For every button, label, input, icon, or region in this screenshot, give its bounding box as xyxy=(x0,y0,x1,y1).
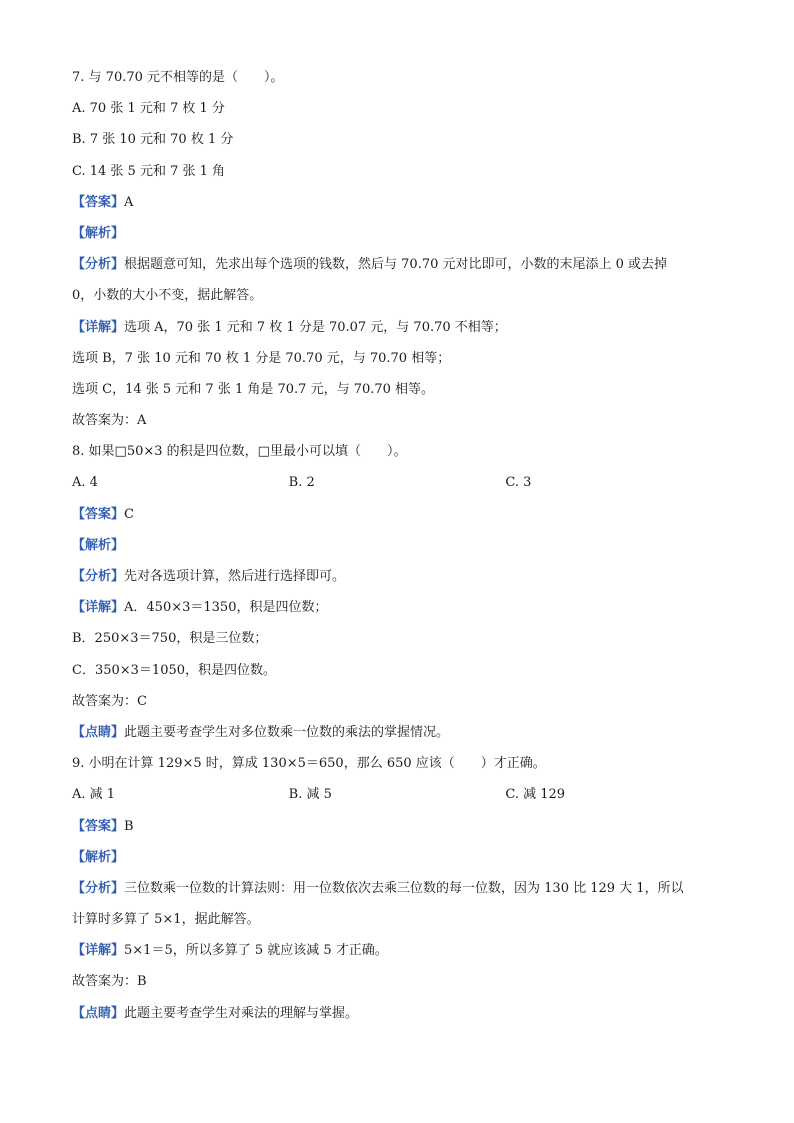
answer-tag: 【答案】 xyxy=(72,506,125,522)
q9-option-a: A. 减 1 xyxy=(72,787,116,803)
detail-tag: 【详解】 xyxy=(72,600,125,616)
q8-detail-line-1 xyxy=(72,592,722,623)
q7-fenxi-line-1 xyxy=(72,249,722,280)
q8-stem: 8. 如果□50×3 的积是四位数，□里最小可以填（ ）。 xyxy=(72,444,407,460)
analysis-tag: 【解析】 xyxy=(72,537,125,553)
document-page xyxy=(72,62,722,1029)
q7-fenxi-line-2: 0，小数的大小不变，据此解答。 xyxy=(72,288,263,304)
answer-tag: 【答案】 xyxy=(72,194,125,210)
dianjing-tag: 【点睛】 xyxy=(72,724,125,740)
q7-analysis-line xyxy=(72,218,722,249)
q9-fenxi-line-1 xyxy=(72,873,722,904)
q9-option-c: C. 减 129 xyxy=(505,787,566,803)
q8-option-c: C. 3 xyxy=(505,475,532,491)
q7-detail-line-2: 选项 B，7 张 10 元和 70 枚 1 分是 70.70 元，与 70.70 相等； xyxy=(72,350,451,366)
q9-detail-line xyxy=(72,935,722,966)
q8-dianjing-text: 此题主要考查学生对多位数乘一位数的乘法的掌握情况。 xyxy=(124,724,450,740)
answer-tag: 【答案】 xyxy=(72,818,125,834)
detail-tag: 【详解】 xyxy=(72,319,125,335)
q7-conclusion: 故答案为：A xyxy=(72,413,147,429)
q8-answer: C xyxy=(124,506,134,522)
q8-option-a: A. 4 xyxy=(72,475,98,491)
q8-conclusion: 故答案为：C xyxy=(72,693,147,709)
q8-fenxi-text: 先对各选项计算，然后进行选择即可。 xyxy=(124,569,346,584)
q9-dianjing-text: 此题主要考查学生对乘法的理解与掌握。 xyxy=(124,1005,359,1021)
dianjing-tag: 【点睛】 xyxy=(72,1005,125,1021)
q8-detail-text-1: A．450×3＝1350，积是四位数； xyxy=(124,600,328,616)
q9-option-b: B. 减 5 xyxy=(288,787,332,803)
q9-answer-line xyxy=(72,811,722,842)
analysis-tag: 【解析】 xyxy=(72,849,125,865)
q7-option-a: A. 70 张 1 元和 7 枚 1 分 xyxy=(72,101,225,117)
q9-dianjing-line xyxy=(72,998,722,1029)
q7-option-c: C. 14 张 5 元和 7 张 1 角 xyxy=(72,163,226,179)
q8-option-b: B. 2 xyxy=(288,475,315,491)
q8-options xyxy=(72,467,722,498)
detail-tag: 【详解】 xyxy=(72,943,125,959)
q7-answer-line xyxy=(72,187,722,218)
q7-answer: A xyxy=(124,194,134,210)
q7-stem: 7. 与 70.70 元不相等的是（ ）。 xyxy=(72,70,284,85)
q8-dianjing-line xyxy=(72,717,722,748)
q9-fenxi-line-2: 计算时多算了 5×1，据此解答。 xyxy=(72,912,260,928)
fenxi-tag: 【分析】 xyxy=(72,569,125,584)
analysis-tag: 【解析】 xyxy=(72,225,125,241)
q9-options xyxy=(72,779,722,810)
q8-fenxi-line xyxy=(72,561,722,592)
q9-stem: 9. 小明在计算 129×5 时，算成 130×5＝650，那么 650 应该（ ）才正确。 xyxy=(72,756,546,772)
q9-answer: B xyxy=(124,818,134,834)
q9-conclusion: 故答案为：B xyxy=(72,974,147,990)
q7-detail-text-1: 选项 A，70 张 1 元和 7 枚 1 分是 70.07 元，与 70.70 不相等； xyxy=(124,319,507,335)
q9-analysis-line xyxy=(72,842,722,873)
q8-detail-line-3: C．350×3＝1050，积是四位数。 xyxy=(72,662,277,678)
q8-detail-line-2: B．250×3＝750，积是三位数； xyxy=(72,631,268,647)
q7-fenxi-text-1: 根据题意可知，先求出每个选项的钱数，然后与 70.70 元对比即可，小数的末尾添上 0 或去掉 xyxy=(124,257,668,273)
q9-detail-text: 5×1＝5，所以多算了 5 就应该减 5 才正确。 xyxy=(124,943,388,959)
q8-analysis-line xyxy=(72,530,722,561)
q7-detail-line-1 xyxy=(72,312,722,343)
q9-fenxi-text-1: 三位数乘一位数的计算法则：用一位数依次去乘三位数的每一位数，因为 130 比 129 大 1，所以 xyxy=(124,880,684,896)
q7-option-b: B. 7 张 10 元和 70 枚 1 分 xyxy=(72,132,234,148)
q8-answer-line xyxy=(72,499,722,530)
fenxi-tag: 【分析】 xyxy=(72,880,125,896)
q7-detail-line-3: 选项 C，14 张 5 元和 7 张 1 角是 70.7 元，与 70.70 相等。 xyxy=(72,381,435,397)
fenxi-tag: 【分析】 xyxy=(72,257,125,273)
